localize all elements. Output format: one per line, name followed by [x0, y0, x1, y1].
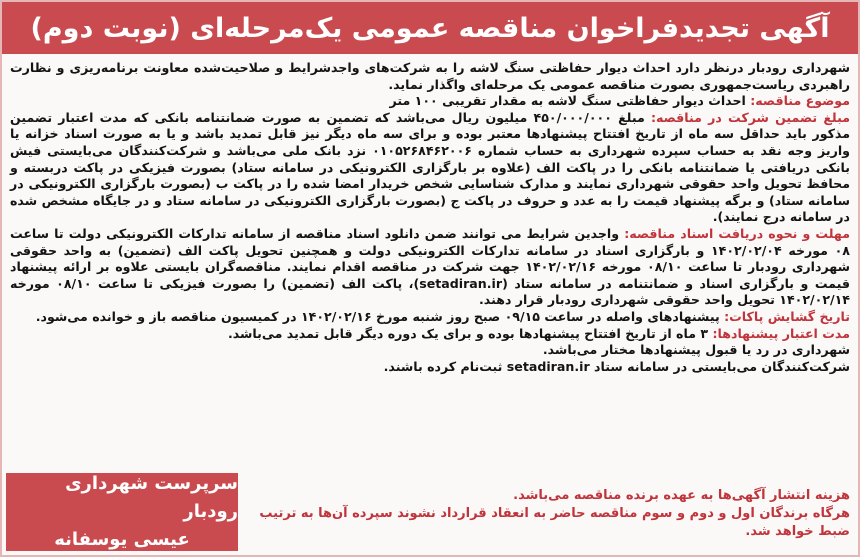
footer-notes — [238, 487, 850, 541]
guarantee-text: مبلغ ۴۵۰/۰۰۰/۰۰۰ میلیون ریال می‌باشد که تضمین به صورت ضمانتنامه بانکی که مدت اعتبار تضمین مذکور باید حداقل سه ماه از تاریخ افتتاح پیشنهادها معتبر بوده و برای سه ماه دیگر نیز قابل تمدید باشد و یا به صورت اسناد خزانه یا واریز وجه نقد به حساب سپرده شهرداری به حساب شماره ۰۱۰۵۲۶۸۴۶۲۰۰۶ نزد بانک ملی می‌باشد و شرکت‌کنندگان می‌بایستی فیش بانکی دریافتی یا ضمانتنامه بانکی را در پاکت الف (علاوه بر بارگزاری الکترونیکی در سامانه ستاد) بصورت فیزیکی در پاکت دربسته و محافظ تحویل واحد حقوقی شهرداری نمایند و مدارک شناسایی شخص خریدار امضا شده را در پاکت ب (بصورت بارگزاری الکترونیکی در سامانه ستاد) و برگه پیشنهاد قیمت را به عدد و حروف در پاکت ج (بصورت بارگزاری الکترونیکی در سامانه ستاد و در جایگاه مشخص شده در سامانه درج نمایند). — [10, 109, 850, 225]
guarantee-section — [10, 110, 850, 226]
signature-title: سرپرست شهرداری رودبار — [65, 473, 238, 522]
winners-note: هرگاه برندگان اول و دوم و سوم مناقصه حاضر به انعقاد قرارداد نشوند سپرده آن‌ها به ترتیب ضبط خواهد شد. — [259, 506, 850, 539]
validity-label: مدت اعتبار پیشنهادها: — [712, 325, 850, 341]
validity-section — [10, 326, 850, 343]
opening-text: پیشنهادهای واصله در ساعت ۰۹/۱۵ صبح روز شنبه مورخ ۱۴۰۲/۰۲/۱۶ در کمیسیون مناقصه باز و خوانده می‌شود. — [35, 308, 720, 324]
subject-text: احداث دیوار حفاظتی سنگ لاشه به مقدار تقریبی ۱۰۰ متر — [389, 93, 746, 109]
notice-body — [10, 60, 850, 375]
guarantee-label: مبلغ تضمین شرکت در مناقصه: — [650, 109, 851, 125]
validity-text: ۳ ماه از تاریخ افتتاح پیشنهادها بوده و برای یک دوره دیگر قابل تمدید می‌باشد. — [227, 325, 709, 341]
signature-name: عیسی یوسفانه — [54, 529, 190, 550]
subject-label: موضوع مناقصه: — [750, 93, 850, 109]
notice-title: آگهی تجدیدفراخوان مناقصه عمومی یک‌مرحله‌ای (نوبت دوم) — [2, 2, 858, 54]
deadline-text: واجدین شرایط می توانند ضمن دانلود اسناد مناقصه از سامانه تدارکات الکترونیکی دولت تا ساعت ۰۸ مورخه ۱۴۰۲/۰۲/۰۴ و بارگزاری اسناد در سامانه تدارکات الکترونیکی دولت و همچنین تحویل پاکت الف (تضمین) به واحد حقوقی شهرداری رودبار تا ساعت ۰۸/۱۰ مورخه ۱۴۰۲/۰۲/۱۶ جهت شرکت در مناقصه اقدام نمایند. مناقصه‌گران بایستی علاوه بر ارائه پیشنهاد قیمت و بارگزاری اسناد و ضمانتنامه در سامانه ستاد (setadiran.ir)، پاکت الف (تضمین) را بصورت فیزیکی تا ساعت ۰۸/۱۰ مورخه ۱۴۰۲/۰۲/۱۴ تحویل واحد حقوقی شهرداری رودبار قرار دهند. — [10, 225, 851, 308]
subject-section — [10, 93, 850, 110]
publication-cost-note: هزینه انتشار آگهی‌ها به عهده برنده مناقصه می‌باشد. — [513, 488, 850, 503]
note-registration: شرکت‌کنندگان می‌بایستی در سامانه ستاد setadiran.ir ثبت‌نام کرده باشند. — [383, 358, 850, 374]
deadline-label: مهلت و نحوه دریافت اسناد مناقصه: — [624, 225, 851, 241]
opening-label: تاریخ گشایش پاکات: — [724, 308, 850, 324]
note-reject-accept: شهرداری در رد یا قبول پیشنهادها مختار می‌باشد. — [542, 342, 850, 358]
deadline-section — [10, 226, 850, 309]
intro-paragraph: شهرداری رودبار درنظر دارد احداث دیوار حفاظتی سنگ لاشه را به شرکت‌های واجدشرایط و صلاحیت‌شده معاونت برنامه‌ریزی و نظارت راهبردی ریاست‌جمهوری بصورت مناقصه عمومی یک مرحله‌ای واگذار نماید. — [10, 60, 850, 92]
opening-section — [10, 309, 850, 326]
signature-box — [6, 473, 238, 551]
